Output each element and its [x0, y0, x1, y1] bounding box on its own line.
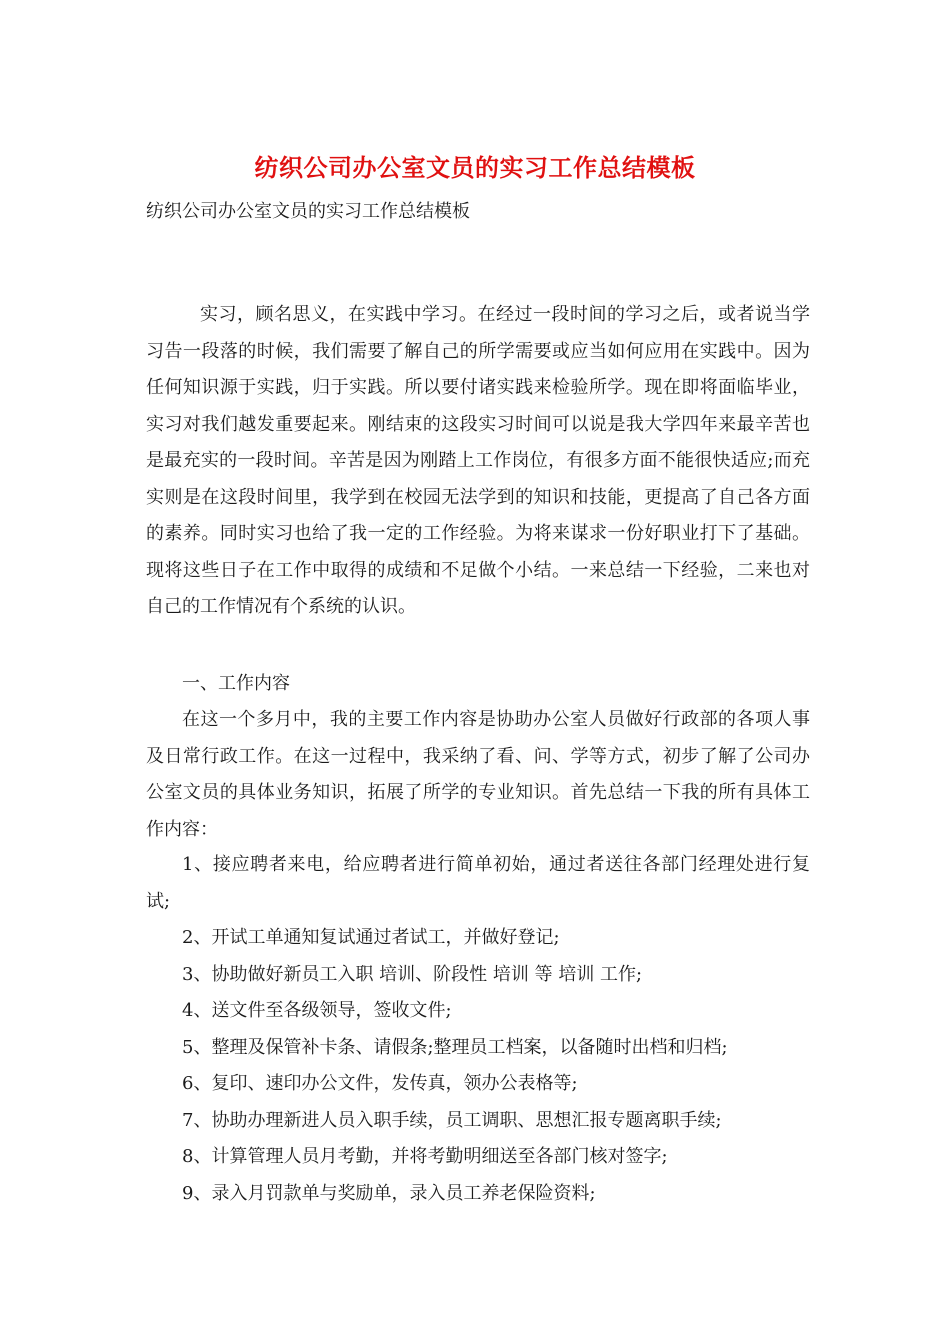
task-list [146, 847, 810, 1212]
work-content-paragraph: 在这一个多月中，我的主要工作内容是协助办公室人员做好行政部的各项人事及日常行政工作。在这一过程中，我采纳了看、问、学等方式，初步了解了公司办公室文员的具体业务知识，拓展了所学的专业知识。首先总结一下我的所有具体工作内容： [146, 709, 810, 840]
list-item: 1、接应聘者来电，给应聘者进行简单初始，通过者送往各部门经理处进行复试; [146, 854, 810, 912]
list-item: 8、计算管理人员月考勤，并将考勤明细送至各部门核对签字; [182, 1146, 668, 1167]
section-heading-work-content: 一、工作内容 [182, 673, 290, 694]
document-title: 纺织公司办公室文员的实习工作总结模板 [254, 153, 696, 182]
list-item: 6、复印、速印办公文件，发传真，领办公表格等; [182, 1073, 578, 1094]
document-subtitle: 纺织公司办公室文员的实习工作总结模板 [146, 201, 470, 222]
list-item: 5、整理及保管补卡条、请假条;整理员工档案，以备随时出档和归档; [182, 1036, 728, 1058]
intro-paragraph: 实习，顾名思义，在实践中学习。在经过一段时间的学习之后，或者说当学习告一段落的时候，我们需要了解自己的所学需要或应当如何应用在实践中。因为任何知识源于实践，归于实践。所以要付诸实践来检验所学。现在即将面临毕业，实习对我们越发重要起来。刚结束的这段实习时间可以说是我大学四年来最辛苦也是最充实的一段时间。辛苦是因为刚踏上工作岗位，有很多方面不能很快适应;而充实则是在这段时间里，我学到在校园无法学到的知识和技能，更提高了自己各方面的素养。同时实习也给了我一定的工作经验。为将来谋求一份好职业打下了基础。现将这些日子在工作中取得的成绩和不足做个小结。一来总结一下经验，二来也对自己的工作情况有个系统的认识。 [146, 304, 810, 617]
list-item: 9、录入月罚款单与奖励单，录入员工养老保险资料; [182, 1182, 596, 1204]
list-item: 4、送文件至各级领导，签收文件; [182, 1000, 452, 1021]
list-item: 7、协助办理新进人员入职手续，员工调职、思想汇报专题离职手续; [182, 1109, 722, 1131]
list-item: 3、协助做好新员工入职 培训、阶段性 培训 等 培训 工作; [182, 963, 643, 985]
list-item: 2、开试工单通知复试通过者试工，并做好登记; [182, 927, 560, 948]
